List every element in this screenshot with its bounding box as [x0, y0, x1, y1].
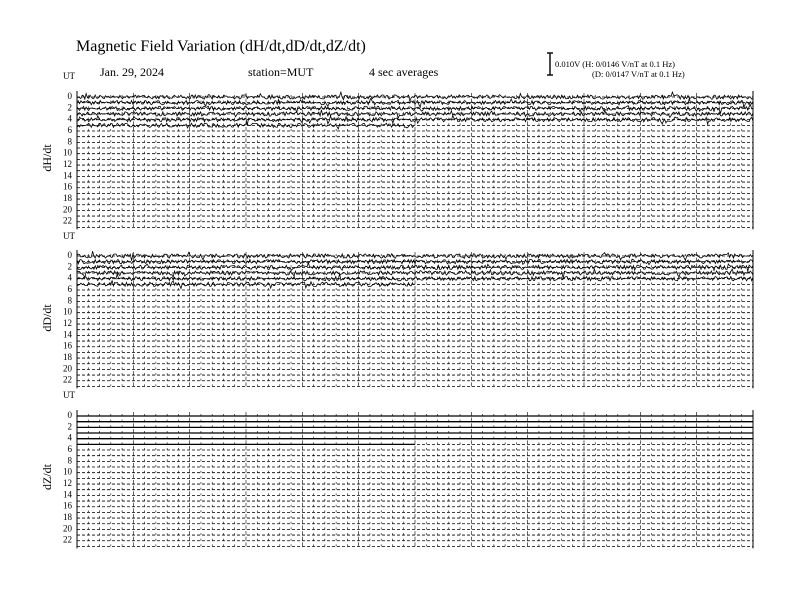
chart-title: Magnetic Field Variation (dH/dt,dD/dt,dZ/dt) [76, 38, 366, 55]
hour-tick-label: 18 [63, 512, 72, 523]
hour-tick-label: 22 [63, 374, 72, 385]
hour-tick-label: 0 [67, 91, 72, 101]
hour-tick-label: 6 [67, 284, 72, 295]
hour-tick-label: 0 [67, 410, 72, 420]
hour-tick-label: 10 [63, 306, 72, 317]
hour-tick-label: 14 [63, 170, 72, 181]
hour-tick-label: 4 [67, 272, 72, 283]
hour-tick-label: 12 [63, 478, 72, 489]
hour-tick-label: 22 [63, 534, 72, 545]
hour-trace [77, 280, 414, 288]
hour-tick-label: 20 [63, 363, 72, 374]
hour-tick-label: 18 [63, 193, 72, 204]
station-label: station=MUT [248, 65, 314, 79]
hour-tick-label: 14 [63, 489, 72, 500]
hour-tick-label: 20 [63, 204, 72, 215]
panel-ylabel: dH/dt [40, 144, 54, 172]
hour-tick-label: 14 [63, 329, 72, 340]
hour-tick-label: 8 [67, 136, 72, 147]
hour-tick-label: 2 [67, 261, 72, 272]
hour-tick-label: 16 [63, 340, 72, 351]
averaging-label: 4 sec averages [369, 65, 439, 79]
hour-trace [77, 123, 414, 129]
ut-label: UT [63, 231, 75, 241]
hour-tick-label: 12 [63, 159, 72, 170]
hour-tick-label: 8 [67, 295, 72, 306]
hour-tick-label: 12 [63, 318, 72, 329]
hour-tick-label: 20 [63, 523, 72, 534]
panel-ylabel: dD/dt [40, 304, 54, 332]
hour-tick-label: 6 [67, 125, 72, 136]
hour-tick-label: 2 [67, 102, 72, 113]
hour-tick-label: 18 [63, 352, 72, 363]
hour-tick-label: 10 [63, 466, 72, 477]
panel-ylabel: dZ/dt [40, 464, 54, 490]
date-label: Jan. 29, 2024 [100, 65, 164, 79]
hour-tick-label: 16 [63, 500, 72, 511]
hour-tick-label: 4 [67, 113, 72, 124]
hour-tick-label: 0 [67, 250, 72, 260]
hour-tick-label: 22 [63, 215, 72, 226]
hour-tick-label: 8 [67, 455, 72, 466]
ut-label: UT [63, 390, 75, 400]
scale-legend-line1: 0.010V (H: 0/0146 V/nT at 0.1 Hz) [555, 59, 675, 69]
hour-tick-label: 16 [63, 181, 72, 192]
ut-label: UT [63, 71, 75, 81]
hour-tick-label: 6 [67, 444, 72, 455]
scale-legend-line2: (D: 0/0147 V/nT at 0.1 Hz) [592, 69, 685, 79]
hour-tick-label: 2 [67, 421, 72, 432]
hour-tick-label: 10 [63, 147, 72, 158]
hour-tick-label: 4 [67, 432, 72, 443]
